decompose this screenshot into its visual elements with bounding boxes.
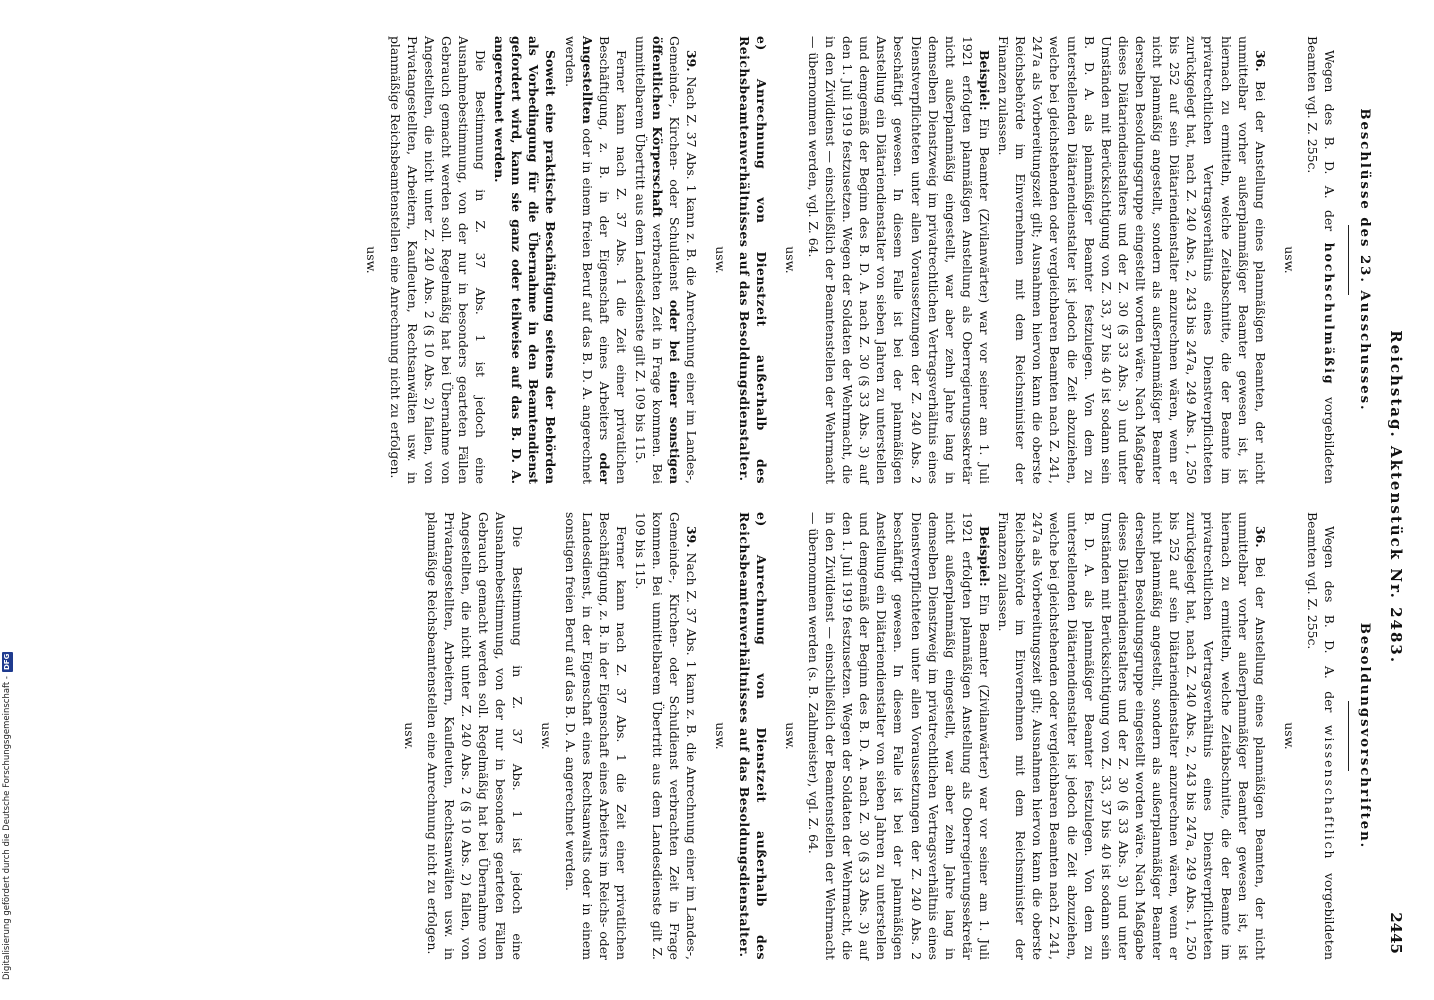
usw-marker: usw. <box>782 722 798 750</box>
column-heading: Beschlüsse des 23. Ausschusses. <box>1357 108 1373 412</box>
paragraph-39: 39. Nach Z. 37 Abs. 1 kann z. B. die Anrechnung einer im Landes-, Gemeinde-, Kirchen- oder Schuldienst oder bei einer sonstigen öffentlichen Körperschaft verbrachten Zeit in Frage kommen. Bei unmittelbarem Übertritt aus dem Landesdienste gilt Z. 109 bis 115. <box>633 36 700 484</box>
usw-marker: usw. <box>782 246 798 274</box>
paragraph: Wegen des B. D. A. der wissenschaftlich vorgebildeten Beamten vgl. Z. 255c. <box>1304 512 1338 961</box>
columns <box>351 36 1375 960</box>
divider <box>1348 701 1349 771</box>
paragraph-36: 36. Bei der Anstellung eines planmäßigen Beamten, der nicht unmittelbar vorher außerplanmäßiger Beamter gewesen ist, ist hiernach zu ermitteln, welche Zeitabschnitte, die der Beamte im privatrechtlichen Vertragsverhältnis eines Dienstverpflichteten zurückgelegt hat, nach Z. 240 Abs. 2, 243 bis 247a, 249 Abs. 1, 250 bis 252 auf sein Diätariendienstalter anzurechnen wären, wenn er nicht planmäßig angestellt, sondern als außerplanmäßiger Beamter derselben Besoldungsgruppe eingestellt worden wäre. Nach Maßgabe dieses Diätariendienstalters und der Z. 30 (§ 33 Abs. 3) und unter Umständen mit Berücksichtigung von Z. 33, 37 bis 40 ist sodann sein B. D. A. als planmäßiger Beamter festzulegen. Von dem zu unterstellenden Diätariendienstalter ist jedoch die Zeit abzuziehen, welche bei gleichstehenden oder vergleichbaren Beamten nach Z. 241, 247a als Vorbereitungszeit gilt; Ausnahmen hiervon kann die oberste Reichsbehörde im Einvernehmen mit dem Reichsminister der Finanzen zulassen. <box>996 36 1268 484</box>
running-head: Reichstag. Aktenstück Nr. 2483. <box>1387 330 1405 665</box>
paragraph: Die Bestimmung in Z. 37 Abs. 1 ist jedoch eine Ausnahmebestimmung, von der nur in besonders gearteten Fällen Gebrauch gemacht werden soll. Regelmäßig hat bei Übernahme von Angestellten, die nicht unter Z. 240 Abs. 2 (§ 10 Abs. 2) fallen, von Privatangestellten, Arbeitern, Kaufleuten, Rechtsanwälten usw. in planmäßige Reichsbeamtenstellen eine Anrechnung nicht zu erfolgen. <box>424 512 526 960</box>
emphasis: oder bei einer sonstigen öffentlichen Körperschaft <box>650 36 683 484</box>
example-paragraph: Beispiel: Ein Beamter (Zivilanwärter) war vor seiner am 1. Juli 1921 erfolgten planmäßigen Anstellung als Oberregierungssekretär nicht außerplanmäßig eingestellt, war aber zehn Jahre lang in demselben Dienstzweig im privatrechtlichen Vertragsverhältnis eines Dienstverpflichteten unter allen Voraussetzungen der Z. 240 Abs. 2 beschäftigt gewesen. In diesem Falle ist bei der planmäßigen Anstellung ein Diätariendienstalter von sieben Jahren zu unterstellen und demgemäß der Beginn des B. D. A. nach Z. 30 (§ 33 Abs. 3) auf den 1. Juli 1919 festzusetzen. Wegen der Soldaten der Wehrmacht, die in den Zivildienst — einschließlich der Beamtenstellen der Wehrmacht — übernommen werden, vgl. Z. 64. <box>805 36 993 484</box>
example-label: Beispiel: <box>977 526 993 587</box>
example-label: Beispiel: <box>977 50 993 111</box>
usw-marker: usw. <box>713 246 729 274</box>
paragraph-number: 36. <box>1252 50 1268 72</box>
usw-marker: usw. <box>401 722 417 750</box>
column-beschluesse <box>351 36 1375 484</box>
paragraph: Ferner kann nach Z. 37 Abs. 1 die Zeit einer privatlichen Beschäftigung, z. B. in der Eigenschaft eines Arbeiters im Reichs- oder Landesdienst, in der Eigenschaft eines Rechtsanwalts oder in einem sonstigen freien Beruf auf das B. D. A. angerechnet werden. <box>562 512 629 960</box>
divider <box>1348 225 1349 295</box>
paragraph-36: 36. Bei der Anstellung eines planmäßigen Beamten, der nicht unmittelbar vorher außerplanmäßiger Beamter gewesen ist, ist hiernach zu ermitteln, welche Zeitabschnitte, die der Beamte im privatrechtlichen Vertragsverhältnis eines Dienstverpflichteten zurückgelegt hat, nach Z. 240 Abs. 2, 243 bis 247a, 249 Abs. 1, 250 bis 252 auf sein Diätariendienstalter anzurechnen wären, wenn er nicht planmäßig angestellt, sondern als außerplanmäßiger Beamter derselben Besoldungsgruppe eingestellt worden wäre. Nach Maßgabe dieses Diätariendienstalters und der Z. 30 (§ 33 Abs. 3) und unter Umständen mit Berücksichtigung von Z. 33, 37 bis 40 ist sodann sein B. D. A. als planmäßiger Beamter festzulegen. Von dem zu unterstellenden Diätariendienstalter ist jedoch die Zeit abzuziehen, welche bei gleichstehenden oder vergleichbaren Beamten nach Z. 241, 247a als Vorbereitungszeit gilt; Ausnahmen hiervon kann die oberste Reichsbehörde im Einvernehmen mit dem Reichsminister der Finanzen zulassen. <box>996 512 1268 960</box>
footer-text: Digitalisierung gefördert durch die Deutsche Forschungsgemeinschaft - <box>2 676 12 980</box>
usw-marker: usw. <box>1281 722 1297 750</box>
paragraph-number: 39. <box>684 50 700 72</box>
emphasized-paragraph: Soweit eine praktische Beschäftigung seitens der Behörden als Vorbedingung für die Übernahme in den Beamtendienst gefordert wird, kann sie ganz oder teilweise auf das B. D. A. angerechnet werden. <box>492 36 559 484</box>
usw-marker: usw. <box>1281 246 1297 274</box>
column-besoldungsvorschriften <box>351 512 1375 960</box>
emphasis: hochschulmäßig <box>1322 242 1338 386</box>
page-header <box>1375 36 1406 960</box>
paragraph: Ferner kann nach Z. 37 Abs. 1 die Zeit einer privatlichen Beschäftigung, z. B. in der Eigenschaft eines Arbeiters oder Angestellten oder in einem freien Beruf auf das B. D. A. angerechnet werden. <box>562 36 629 484</box>
section-title: e) Anrechnung von Dienstzeit außerhalb des Reichsbeamtenverhältnisses auf das Besoldungsdienstalter. <box>736 512 769 960</box>
emphasis: wissenschaftlich <box>1322 724 1338 861</box>
paragraph-number: 39. <box>684 526 700 548</box>
emphasis: oder Angestellten <box>579 36 612 484</box>
paragraph-39: 39. Nach Z. 37 Abs. 1 kann z. B. die Anrechnung einer im Landes-, Gemeinde-, Kirchen- oder Schuldienst verbrachten Zeit in Frage kommen. Bei unmittelbarem Übertritt aus dem Landesdienste gilt Z. 109 bis 115. <box>633 512 700 960</box>
paragraph-number: 36. <box>1252 526 1268 548</box>
example-paragraph: Beispiel: Ein Beamter (Zivilanwärter) war vor seiner am 1. Juli 1921 erfolgten planmäßigen Anstellung als Oberregierungssekretär nicht außerplanmäßig eingestellt, war aber zehn Jahre lang in demselben Dienstzweig im privatrechtlichen Vertragsverhältnis eines Dienstverpflichteten unter allen Voraussetzungen der Z. 240 Abs. 2 beschäftigt gewesen. In diesem Falle ist bei der planmäßigen Anstellung ein Diätariendienstalter von sieben Jahren zu unterstellen und demgemäß der Beginn des B. D. A. nach Z. 30 (§ 33 Abs. 3) auf den 1. Juli 1919 festzusetzen. Wegen der Soldaten der Wehrmacht, die in den Zivildienst — einschließlich der Beamtenstellen der Wehrmacht — übernommen werden (s. B. Zahlmeister), vgl. Z. 64. <box>805 512 993 960</box>
digitization-footer <box>0 0 14 980</box>
paragraph: Wegen des B. D. A. der hochschulmäßig vorgebildeten Beamten vgl. Z. 255c. <box>1304 36 1338 485</box>
section-title: e) Anrechnung von Dienstzeit außerhalb des Reichsbeamtenverhältnisses auf das Besoldungsdienstalter. <box>736 36 769 484</box>
paragraph: Die Bestimmung in Z. 37 Abs. 1 ist jedoch eine Ausnahmebestimmung, von der nur in besonders gearteten Fällen Gebrauch gemacht werden soll. Regelmäßig hat bei Übernahme von Angestellten, die nicht unter Z. 240 Abs. 2 (§ 10 Abs. 2) fallen, von Privatangestellten, Arbeitern, Kaufleuten, Rechtsanwälten usw. in planmäßige Reichsbeamtenstellen eine Anrechnung nicht zu erfolgen. <box>387 36 489 484</box>
column-heading: Besoldungsvorschriften. <box>1357 622 1373 850</box>
usw-marker: usw. <box>713 722 729 750</box>
usw-marker: usw. <box>539 722 555 750</box>
usw-marker: usw. <box>364 246 380 274</box>
page-number: 2445 <box>1387 912 1405 954</box>
dfg-logo-icon: DFG <box>2 653 11 671</box>
